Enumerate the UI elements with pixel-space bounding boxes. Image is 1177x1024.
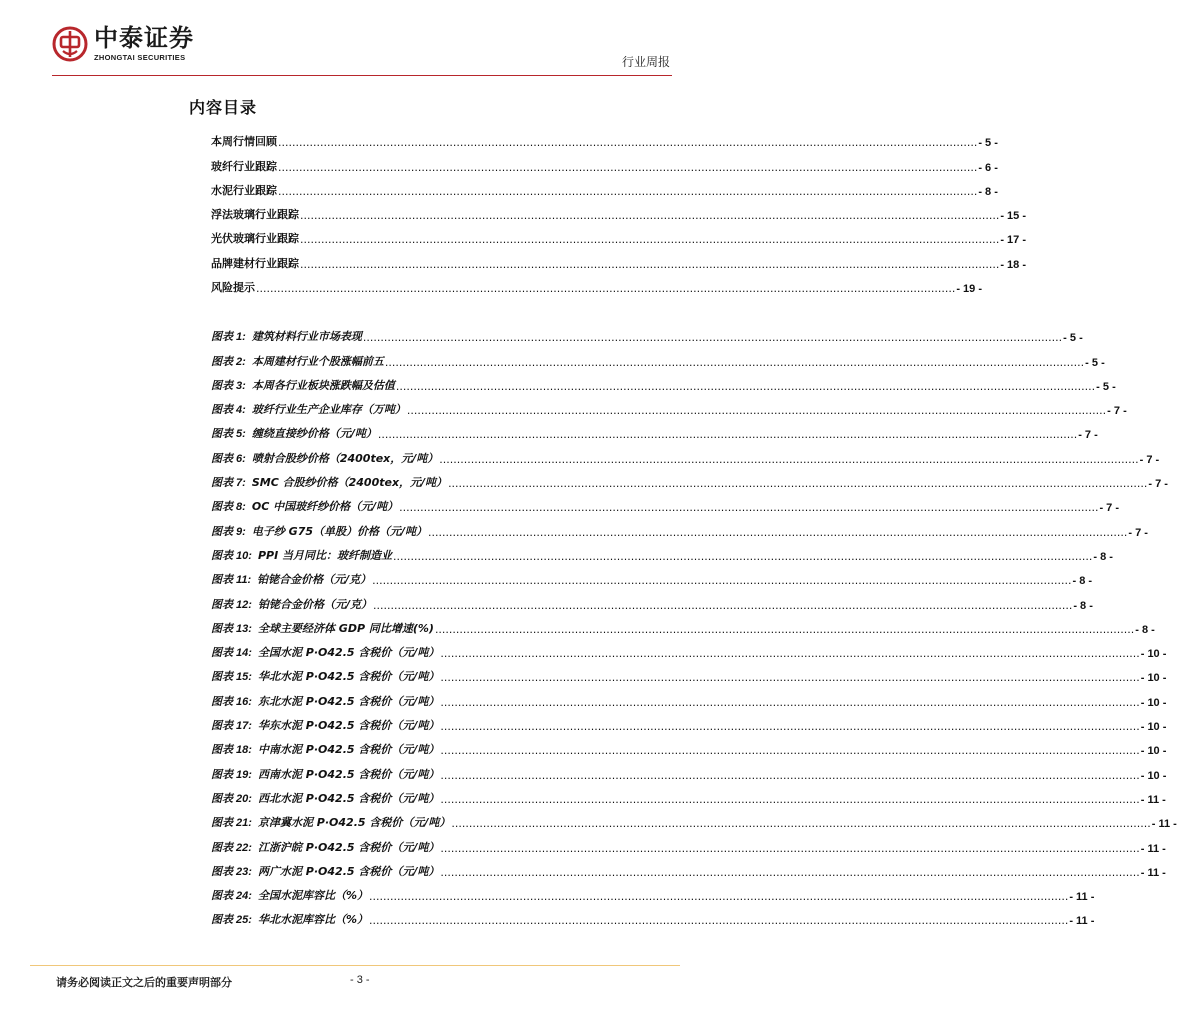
- figure-list-item[interactable]: [211, 903, 1095, 928]
- page-number: - 11 -: [1069, 891, 1095, 904]
- figure-title: 建筑材料行业市场表现: [251, 330, 362, 344]
- figure-label: [211, 668, 439, 684]
- dot-leader: ........................................................................................................................................................................................................: [440, 792, 1140, 806]
- page-number: - 11 -: [1069, 915, 1095, 928]
- dot-leader: ........................................................................................................................................................................................................: [369, 914, 1069, 928]
- toc-entry-text: 品牌建材行业跟踪: [211, 256, 299, 270]
- toc-entry[interactable]: [211, 222, 1027, 247]
- figure-label: [211, 353, 384, 369]
- dot-leader: ........................................................................................................................................................................................................: [428, 525, 1128, 539]
- figure-label: [211, 693, 439, 709]
- figure-title: 两广水泥 P·O42.5 含税价（元/吨）: [257, 864, 440, 878]
- figure-label: [211, 766, 439, 782]
- page-number: - 15 -: [1000, 210, 1027, 223]
- figure-title: SMC 合股纱价格（2400tex，元/吨）: [251, 476, 448, 490]
- page-number: - 11 -: [1140, 793, 1166, 806]
- figure-list-item[interactable]: [211, 369, 1116, 393]
- figure-list-item[interactable]: [211, 320, 1083, 345]
- dot-leader: ........................................................................................................................................................................................................: [395, 379, 1096, 393]
- toc-title: 内容目录: [189, 98, 258, 117]
- figure-label: [211, 717, 439, 733]
- footer-disclaimer: 请务必阅读正文之后的重要声明部分: [56, 976, 232, 989]
- figure-label: [211, 911, 368, 927]
- figure-number: 图表 14:: [211, 647, 252, 660]
- figure-title: 缠绕直接纱价格（元/吨）: [251, 427, 377, 441]
- page-number: - 7 -: [1099, 502, 1120, 515]
- figure-label: [211, 450, 438, 466]
- toc-entry[interactable]: [211, 125, 998, 150]
- figure-label: [211, 377, 395, 393]
- figure-list-item[interactable]: [211, 514, 1148, 539]
- figure-number: 图表 20:: [211, 792, 252, 805]
- toc-entry[interactable]: [211, 198, 1027, 223]
- figure-list-item[interactable]: [211, 490, 1120, 515]
- figure-title: 电子纱 G75（单股）价格（元/吨）: [251, 524, 428, 538]
- figure-label: [211, 790, 439, 806]
- report-type: 行业周报: [621, 55, 670, 69]
- toc-entry-text: 本周行情回顾: [211, 135, 277, 149]
- toc-entry[interactable]: [211, 271, 983, 296]
- figure-label: [211, 839, 439, 855]
- brand-name-en: ZHONGTAI SECURITIES: [94, 53, 186, 63]
- dot-leader: ........................................................................................................................................................................................................: [439, 452, 1139, 466]
- dot-leader: ........................................................................................................................................................................................................: [451, 817, 1151, 831]
- page-number: - 6 -: [978, 161, 998, 174]
- figure-number: 图表 12:: [211, 598, 252, 611]
- figure-number: 图表 19:: [211, 768, 252, 781]
- dot-leader: ........................................................................................................................................................................................................: [377, 428, 1078, 442]
- dot-leader: ........................................................................................................................................................................................................: [300, 209, 1000, 223]
- page-number: - 10 -: [1140, 672, 1167, 685]
- figure-title: PPI 当月同比：玻纤制造业: [257, 548, 393, 562]
- page-number: - 7 -: [1128, 526, 1148, 539]
- figure-list-item[interactable]: [211, 441, 1160, 466]
- dot-leader: ........................................................................................................................................................................................................: [434, 622, 1135, 636]
- page-number: - 5 -: [1063, 332, 1083, 345]
- figure-list-item[interactable]: [211, 539, 1113, 563]
- figure-title: 华东水泥 P·O42.5 含税价（元/吨）: [257, 719, 440, 733]
- page-number: - 11 -: [1140, 842, 1166, 855]
- dot-leader: ........................................................................................................................................................................................................: [440, 695, 1140, 709]
- figure-number: 图表 22:: [211, 841, 252, 854]
- figure-label: [211, 474, 447, 490]
- page-number: - 7 -: [1078, 429, 1098, 442]
- figure-title: 全国水泥库容比（%）: [257, 889, 368, 903]
- figure-title: 玻纤行业生产企业库存（万吨）: [251, 403, 406, 417]
- page-number: - 11 -: [1151, 818, 1177, 831]
- dot-leader: ........................................................................................................................................................................................................: [300, 257, 1000, 271]
- figure-title: OC 中国玻纤纱价格（元/吨）: [251, 500, 399, 514]
- figure-title: 全国水泥 P·O42.5 含税价（元/吨）: [257, 646, 440, 660]
- dot-leader: ........................................................................................................................................................................................................: [369, 890, 1069, 904]
- figure-label: [211, 523, 427, 539]
- figure-label: [211, 887, 368, 903]
- toc-entry-label: [211, 133, 277, 149]
- dot-leader: ........................................................................................................................................................................................................: [278, 160, 978, 174]
- toc-entry-label: [211, 279, 255, 295]
- page-number: - 10 -: [1140, 696, 1167, 709]
- figure-list-item[interactable]: [211, 684, 1167, 709]
- figure-number: 图表 16:: [211, 695, 252, 708]
- dot-leader: ........................................................................................................................................................................................................: [384, 355, 1085, 369]
- page-number: - 7 -: [1148, 478, 1168, 491]
- toc-entry-label: [211, 230, 299, 246]
- figure-list-item[interactable]: [211, 855, 1166, 879]
- figure-list-item[interactable]: [211, 806, 1177, 831]
- footer-page-number: - 3 -: [350, 974, 370, 986]
- figure-label: [211, 401, 406, 417]
- toc-entry[interactable]: [211, 149, 998, 174]
- page-number: - 7 -: [1107, 405, 1127, 418]
- figure-label: [211, 863, 439, 879]
- figure-title: 东北水泥 P·O42.5 含税价（元/吨）: [257, 694, 440, 708]
- figure-list-item[interactable]: [211, 563, 1093, 588]
- figure-label: [211, 571, 371, 587]
- figure-label: [211, 328, 362, 344]
- figure-label: [211, 547, 392, 563]
- page-number: - 17 -: [1000, 234, 1027, 247]
- zhongtai-logo-icon: [52, 26, 88, 62]
- figure-title: 全球主要经济体 GDP 同比增速(%): [257, 621, 434, 635]
- figure-list-item[interactable]: [211, 587, 1093, 612]
- figure-number: 图表 8:: [211, 501, 246, 514]
- figure-number: 图表 1:: [211, 331, 246, 344]
- figure-list-item[interactable]: [211, 466, 1168, 491]
- dot-leader: ........................................................................................................................................................................................................: [362, 331, 1063, 345]
- figure-number: 图表 11:: [211, 574, 252, 587]
- toc-entry-label: [211, 206, 299, 222]
- footer-divider: [30, 965, 680, 966]
- dot-leader: ........................................................................................................................................................................................................: [278, 184, 978, 198]
- page-number: - 10 -: [1140, 769, 1167, 782]
- figure-number: 图表 18:: [211, 744, 252, 757]
- dot-leader: ........................................................................................................................................................................................................: [256, 282, 956, 296]
- toc-entry-text: 风险提示: [211, 281, 255, 295]
- dot-leader: ........................................................................................................................................................................................................: [440, 841, 1140, 855]
- page-header: [0, 0, 724, 80]
- dot-leader: ........................................................................................................................................................................................................: [278, 136, 978, 150]
- page-number: - 11 -: [1140, 866, 1166, 879]
- page-number: - 8 -: [1072, 575, 1093, 588]
- page-number: - 10 -: [1140, 648, 1167, 661]
- dot-leader: ........................................................................................................................................................................................................: [373, 598, 1073, 612]
- figure-label: [211, 596, 372, 612]
- figure-title: 本周建材行业个股涨幅前五: [251, 354, 384, 368]
- figure-number: 图表 10:: [211, 549, 252, 562]
- figure-number: 图表 2:: [211, 355, 246, 368]
- figure-title: 西北水泥 P·O42.5 含税价（元/吨）: [257, 791, 440, 805]
- toc-figures: [211, 320, 1177, 928]
- page-number: - 5 -: [1096, 380, 1116, 393]
- toc-entry-text: 光伏玻璃行业跟踪: [211, 232, 299, 246]
- toc-entry-label: [211, 158, 277, 174]
- figure-title: 江浙沪皖 P·O42.5 含税价（元/吨）: [257, 840, 440, 854]
- figure-label: [211, 498, 398, 514]
- figure-list-item[interactable]: [211, 830, 1166, 855]
- dot-leader: ........................................................................................................................................................................................................: [440, 768, 1140, 782]
- figure-number: 图表 4:: [211, 404, 246, 417]
- page-number: - 7 -: [1139, 453, 1160, 466]
- page-number: - 5 -: [978, 137, 998, 150]
- figure-label: [211, 620, 434, 636]
- figure-list-item[interactable]: [211, 417, 1098, 442]
- dot-leader: ........................................................................................................................................................................................................: [372, 574, 1072, 588]
- figure-number: 图表 3:: [211, 379, 246, 392]
- figure-label: [211, 425, 377, 441]
- page-number: - 10 -: [1140, 745, 1167, 758]
- company-logo: [52, 26, 194, 62]
- figure-list-item[interactable]: [211, 393, 1127, 418]
- dot-leader: ........................................................................................................................................................................................................: [440, 865, 1140, 879]
- figure-title: 华北水泥 P·O42.5 含税价（元/吨）: [257, 670, 440, 684]
- page-number: - 10 -: [1140, 721, 1167, 734]
- page-number: - 19 -: [956, 283, 983, 296]
- page-number: - 8 -: [1093, 550, 1113, 563]
- page-number: - 18 -: [1000, 258, 1027, 271]
- figure-list-item[interactable]: [211, 709, 1167, 734]
- figure-label: [211, 814, 450, 830]
- figure-number: 图表 23:: [211, 865, 252, 878]
- dot-leader: ........................................................................................................................................................................................................: [393, 549, 1093, 563]
- figure-number: 图表 5:: [211, 428, 246, 441]
- dot-leader: ........................................................................................................................................................................................................: [399, 501, 1099, 515]
- toc-entry-text: 水泥行业跟踪: [211, 183, 277, 197]
- figure-list-item[interactable]: [211, 612, 1155, 636]
- page-number: - 8 -: [978, 185, 998, 198]
- figure-number: 图表 21:: [211, 817, 252, 830]
- dot-leader: ........................................................................................................................................................................................................: [440, 744, 1140, 758]
- figure-list-item[interactable]: [211, 879, 1095, 904]
- figure-title: 铂铑合金价格（元/克）: [257, 573, 372, 587]
- figure-number: 图表 24:: [211, 890, 252, 903]
- toc-entry-label: [211, 255, 299, 271]
- figure-list-item[interactable]: [211, 344, 1105, 369]
- brand-name-cn: 中泰证券: [94, 24, 194, 53]
- toc-entry-text: 浮法玻璃行业跟踪: [211, 208, 299, 222]
- figure-list-item[interactable]: [211, 733, 1167, 758]
- header-divider: [52, 75, 672, 76]
- toc-sections: [211, 125, 1027, 296]
- dot-leader: ........................................................................................................................................................................................................: [440, 647, 1140, 661]
- figure-number: 图表 25:: [211, 914, 252, 927]
- figure-number: 图表 17:: [211, 720, 252, 733]
- figure-title: 中南水泥 P·O42.5 含税价（元/吨）: [257, 743, 440, 757]
- toc-entry[interactable]: [211, 174, 998, 198]
- toc-entry-label: [211, 182, 277, 198]
- figure-label: [211, 644, 439, 660]
- figure-list-item[interactable]: [211, 660, 1167, 685]
- dot-leader: ........................................................................................................................................................................................................: [440, 720, 1140, 734]
- dot-leader: ........................................................................................................................................................................................................: [440, 671, 1140, 685]
- page-number: - 5 -: [1085, 356, 1105, 369]
- figure-number: 图表 13:: [211, 622, 252, 635]
- dot-leader: ........................................................................................................................................................................................................: [406, 404, 1107, 418]
- dot-leader: ........................................................................................................................................................................................................: [448, 477, 1148, 491]
- toc-entry[interactable]: [211, 246, 1027, 271]
- toc-entry-text: 玻纤行业跟踪: [211, 159, 277, 173]
- figure-title: 西南水泥 P·O42.5 含税价（元/吨）: [257, 767, 440, 781]
- figure-list-item[interactable]: [211, 636, 1167, 661]
- figure-number: 图表 15:: [211, 671, 252, 684]
- figure-number: 图表 7:: [211, 477, 246, 490]
- figure-title: 京津冀水泥 P·O42.5 含税价（元/吨）: [257, 816, 451, 830]
- figure-title: 本周各行业板块涨跌幅及估值: [251, 378, 395, 392]
- figure-list-item[interactable]: [211, 757, 1167, 782]
- figure-label: [211, 741, 439, 757]
- figure-number: 图表 9:: [211, 525, 246, 538]
- figure-title: 喷射合股纱价格（2400tex，元/吨）: [251, 451, 439, 465]
- page-number: - 8 -: [1073, 599, 1093, 612]
- page-number: - 8 -: [1135, 623, 1155, 636]
- dot-leader: ........................................................................................................................................................................................................: [300, 233, 1000, 247]
- figure-title: 铂铑合金价格（元/克）: [257, 597, 372, 611]
- figure-list-item[interactable]: [211, 782, 1166, 806]
- figure-title: 华北水泥库容比（%）: [257, 913, 368, 927]
- figure-number: 图表 6:: [211, 452, 246, 465]
